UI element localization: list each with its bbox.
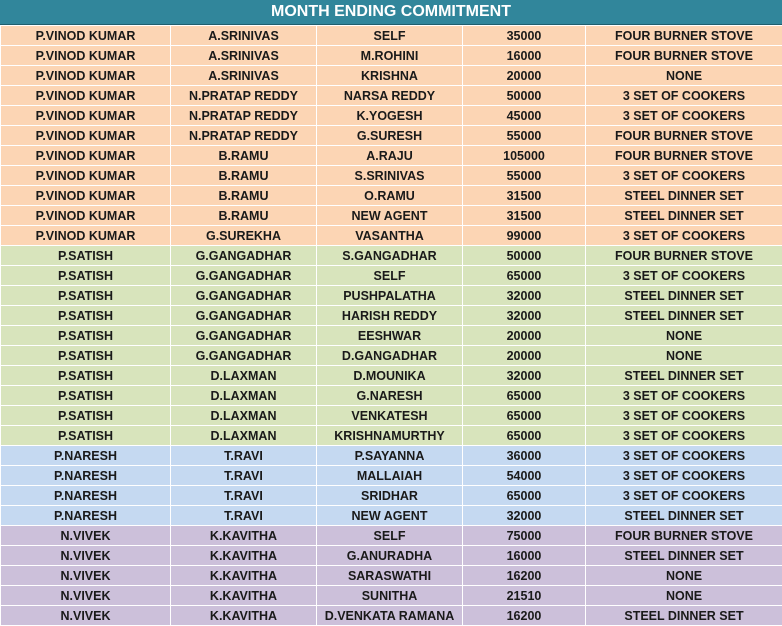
member-cell[interactable]: S.SRINIVAS (317, 166, 463, 186)
amount-cell[interactable]: 20000 (463, 346, 586, 366)
amount-cell[interactable]: 32000 (463, 366, 586, 386)
gift-cell[interactable]: STEEL DINNER SET (586, 186, 782, 206)
agent-cell[interactable]: N.PRATAP REDDY (171, 86, 317, 106)
gift-cell[interactable]: NONE (586, 586, 782, 606)
member-cell[interactable]: KRISHNAMURTHY (317, 426, 463, 446)
manager-cell[interactable]: P.VINOD KUMAR (1, 206, 171, 226)
gift-cell[interactable]: 3 SET OF COOKERS (586, 386, 782, 406)
amount-cell[interactable]: 35000 (463, 26, 586, 46)
manager-cell[interactable]: P.NARESH (1, 486, 171, 506)
member-cell[interactable]: SELF (317, 526, 463, 546)
table-row[interactable] (1, 126, 782, 146)
agent-cell[interactable]: T.RAVI (171, 486, 317, 506)
table-row[interactable] (1, 526, 782, 546)
amount-cell[interactable]: 65000 (463, 266, 586, 286)
member-cell[interactable]: EESHWAR (317, 326, 463, 346)
amount-cell[interactable]: 31500 (463, 206, 586, 226)
agent-cell[interactable]: B.RAMU (171, 146, 317, 166)
agent-cell[interactable]: K.KAVITHA (171, 606, 317, 626)
agent-cell[interactable]: G.GANGADHAR (171, 286, 317, 306)
manager-cell[interactable]: P.SATISH (1, 286, 171, 306)
agent-cell[interactable]: D.LAXMAN (171, 406, 317, 426)
agent-cell[interactable]: T.RAVI (171, 466, 317, 486)
member-cell[interactable]: P.SAYANNA (317, 446, 463, 466)
gift-cell[interactable]: FOUR BURNER STOVE (586, 26, 782, 46)
manager-cell[interactable]: P.VINOD KUMAR (1, 86, 171, 106)
table-row[interactable] (1, 566, 782, 586)
amount-cell[interactable]: 36000 (463, 446, 586, 466)
amount-cell[interactable]: 16200 (463, 606, 586, 626)
member-cell[interactable]: G.SURESH (317, 126, 463, 146)
table-row[interactable] (1, 26, 782, 46)
table-row[interactable] (1, 106, 782, 126)
member-cell[interactable]: SARASWATHI (317, 566, 463, 586)
gift-cell[interactable]: STEEL DINNER SET (586, 506, 782, 526)
table-row[interactable] (1, 266, 782, 286)
manager-cell[interactable]: N.VIVEK (1, 586, 171, 606)
agent-cell[interactable]: K.KAVITHA (171, 586, 317, 606)
agent-cell[interactable]: A.SRINIVAS (171, 26, 317, 46)
amount-cell[interactable]: 16200 (463, 566, 586, 586)
table-row[interactable] (1, 246, 782, 266)
gift-cell[interactable]: STEEL DINNER SET (586, 206, 782, 226)
member-cell[interactable]: SELF (317, 266, 463, 286)
amount-cell[interactable]: 50000 (463, 246, 586, 266)
manager-cell[interactable]: P.SATISH (1, 406, 171, 426)
amount-cell[interactable]: 65000 (463, 406, 586, 426)
manager-cell[interactable]: P.SATISH (1, 246, 171, 266)
agent-cell[interactable]: G.SUREKHA (171, 226, 317, 246)
amount-cell[interactable]: 16000 (463, 546, 586, 566)
agent-cell[interactable]: T.RAVI (171, 506, 317, 526)
agent-cell[interactable]: G.GANGADHAR (171, 346, 317, 366)
agent-cell[interactable]: D.LAXMAN (171, 366, 317, 386)
agent-cell[interactable]: G.GANGADHAR (171, 246, 317, 266)
manager-cell[interactable]: P.VINOD KUMAR (1, 146, 171, 166)
agent-cell[interactable]: G.GANGADHAR (171, 266, 317, 286)
member-cell[interactable]: G.ANURADHA (317, 546, 463, 566)
agent-cell[interactable]: N.PRATAP REDDY (171, 126, 317, 146)
manager-cell[interactable]: N.VIVEK (1, 526, 171, 546)
manager-cell[interactable]: P.NARESH (1, 506, 171, 526)
table-row[interactable] (1, 386, 782, 406)
gift-cell[interactable]: 3 SET OF COOKERS (586, 466, 782, 486)
member-cell[interactable]: O.RAMU (317, 186, 463, 206)
amount-cell[interactable]: 54000 (463, 466, 586, 486)
amount-cell[interactable]: 32000 (463, 506, 586, 526)
gift-cell[interactable]: STEEL DINNER SET (586, 286, 782, 306)
agent-cell[interactable]: D.LAXMAN (171, 426, 317, 446)
gift-cell[interactable]: FOUR BURNER STOVE (586, 46, 782, 66)
gift-cell[interactable]: NONE (586, 566, 782, 586)
gift-cell[interactable]: STEEL DINNER SET (586, 366, 782, 386)
gift-cell[interactable]: NONE (586, 346, 782, 366)
gift-cell[interactable]: NONE (586, 326, 782, 346)
amount-cell[interactable]: 105000 (463, 146, 586, 166)
gift-cell[interactable]: FOUR BURNER STOVE (586, 146, 782, 166)
gift-cell[interactable]: FOUR BURNER STOVE (586, 246, 782, 266)
gift-cell[interactable]: 3 SET OF COOKERS (586, 406, 782, 426)
gift-cell[interactable]: 3 SET OF COOKERS (586, 86, 782, 106)
gift-cell[interactable]: FOUR BURNER STOVE (586, 526, 782, 546)
table-row[interactable] (1, 366, 782, 386)
manager-cell[interactable]: P.VINOD KUMAR (1, 166, 171, 186)
amount-cell[interactable]: 99000 (463, 226, 586, 246)
table-row[interactable] (1, 86, 782, 106)
member-cell[interactable]: K.YOGESH (317, 106, 463, 126)
amount-cell[interactable]: 31500 (463, 186, 586, 206)
table-row[interactable] (1, 406, 782, 426)
agent-cell[interactable]: G.GANGADHAR (171, 306, 317, 326)
manager-cell[interactable]: P.VINOD KUMAR (1, 226, 171, 246)
agent-cell[interactable]: K.KAVITHA (171, 566, 317, 586)
table-row[interactable] (1, 606, 782, 626)
member-cell[interactable]: M.ROHINI (317, 46, 463, 66)
member-cell[interactable]: S.GANGADHAR (317, 246, 463, 266)
amount-cell[interactable]: 20000 (463, 66, 586, 86)
agent-cell[interactable]: B.RAMU (171, 166, 317, 186)
table-row[interactable] (1, 486, 782, 506)
table-row[interactable] (1, 446, 782, 466)
agent-cell[interactable]: B.RAMU (171, 206, 317, 226)
manager-cell[interactable]: P.VINOD KUMAR (1, 26, 171, 46)
manager-cell[interactable]: P.NARESH (1, 466, 171, 486)
member-cell[interactable]: D.VENKATA RAMANA (317, 606, 463, 626)
gift-cell[interactable]: STEEL DINNER SET (586, 306, 782, 326)
amount-cell[interactable]: 55000 (463, 166, 586, 186)
amount-cell[interactable]: 65000 (463, 426, 586, 446)
table-row[interactable] (1, 226, 782, 246)
amount-cell[interactable]: 16000 (463, 46, 586, 66)
gift-cell[interactable]: 3 SET OF COOKERS (586, 486, 782, 506)
agent-cell[interactable]: A.SRINIVAS (171, 66, 317, 86)
table-row[interactable] (1, 326, 782, 346)
amount-cell[interactable]: 21510 (463, 586, 586, 606)
manager-cell[interactable]: P.VINOD KUMAR (1, 126, 171, 146)
manager-cell[interactable]: P.SATISH (1, 266, 171, 286)
member-cell[interactable]: KRISHNA (317, 66, 463, 86)
member-cell[interactable]: SUNITHA (317, 586, 463, 606)
agent-cell[interactable]: A.SRINIVAS (171, 46, 317, 66)
table-row[interactable] (1, 546, 782, 566)
amount-cell[interactable]: 32000 (463, 286, 586, 306)
amount-cell[interactable]: 45000 (463, 106, 586, 126)
agent-cell[interactable]: T.RAVI (171, 446, 317, 466)
table-row[interactable] (1, 506, 782, 526)
table-body (1, 26, 782, 626)
table-row[interactable] (1, 66, 782, 86)
manager-cell[interactable]: P.SATISH (1, 386, 171, 406)
member-cell[interactable]: D.GANGADHAR (317, 346, 463, 366)
member-cell[interactable]: PUSHPALATHA (317, 286, 463, 306)
member-cell[interactable]: MALLAIAH (317, 466, 463, 486)
sheet-title: MONTH ENDING COMMITMENT (0, 0, 782, 25)
amount-cell[interactable]: 65000 (463, 386, 586, 406)
amount-cell[interactable]: 32000 (463, 306, 586, 326)
member-cell[interactable]: NEW AGENT (317, 206, 463, 226)
gift-cell[interactable]: 3 SET OF COOKERS (586, 446, 782, 466)
table-row[interactable] (1, 206, 782, 226)
agent-cell[interactable]: K.KAVITHA (171, 526, 317, 546)
manager-cell[interactable]: P.SATISH (1, 306, 171, 326)
agent-cell[interactable]: G.GANGADHAR (171, 326, 317, 346)
table-row[interactable] (1, 466, 782, 486)
manager-cell[interactable]: N.VIVEK (1, 546, 171, 566)
manager-cell[interactable]: N.VIVEK (1, 566, 171, 586)
table-row[interactable] (1, 166, 782, 186)
agent-cell[interactable]: D.LAXMAN (171, 386, 317, 406)
agent-cell[interactable]: B.RAMU (171, 186, 317, 206)
amount-cell[interactable]: 50000 (463, 86, 586, 106)
agent-cell[interactable]: K.KAVITHA (171, 546, 317, 566)
member-cell[interactable]: G.NARESH (317, 386, 463, 406)
member-cell[interactable]: NARSA REDDY (317, 86, 463, 106)
amount-cell[interactable]: 55000 (463, 126, 586, 146)
agent-cell[interactable]: N.PRATAP REDDY (171, 106, 317, 126)
manager-cell[interactable]: P.VINOD KUMAR (1, 46, 171, 66)
gift-cell[interactable]: 3 SET OF COOKERS (586, 266, 782, 286)
manager-cell[interactable]: P.NARESH (1, 446, 171, 466)
manager-cell[interactable]: P.SATISH (1, 346, 171, 366)
gift-cell[interactable]: STEEL DINNER SET (586, 606, 782, 626)
gift-cell[interactable]: 3 SET OF COOKERS (586, 106, 782, 126)
member-cell[interactable]: NEW AGENT (317, 506, 463, 526)
member-cell[interactable]: SELF (317, 26, 463, 46)
table-row[interactable] (1, 306, 782, 326)
manager-cell[interactable]: P.SATISH (1, 366, 171, 386)
gift-cell[interactable]: NONE (586, 66, 782, 86)
member-cell[interactable]: SRIDHAR (317, 486, 463, 506)
gift-cell[interactable]: 3 SET OF COOKERS (586, 166, 782, 186)
member-cell[interactable]: VASANTHA (317, 226, 463, 246)
table-row[interactable] (1, 346, 782, 366)
table-row[interactable] (1, 586, 782, 606)
amount-cell[interactable]: 65000 (463, 486, 586, 506)
table-row[interactable] (1, 46, 782, 66)
member-cell[interactable]: HARISH REDDY (317, 306, 463, 326)
gift-cell[interactable]: 3 SET OF COOKERS (586, 426, 782, 446)
amount-cell[interactable]: 75000 (463, 526, 586, 546)
manager-cell[interactable]: P.SATISH (1, 326, 171, 346)
table-row[interactable] (1, 286, 782, 306)
member-cell[interactable]: VENKATESH (317, 406, 463, 426)
amount-cell[interactable]: 20000 (463, 326, 586, 346)
manager-cell[interactable]: P.SATISH (1, 426, 171, 446)
gift-cell[interactable]: FOUR BURNER STOVE (586, 126, 782, 146)
commitment-table (0, 25, 782, 626)
manager-cell[interactable]: P.VINOD KUMAR (1, 186, 171, 206)
table-row[interactable] (1, 186, 782, 206)
gift-cell[interactable]: 3 SET OF COOKERS (586, 226, 782, 246)
manager-cell[interactable]: N.VIVEK (1, 606, 171, 626)
manager-cell[interactable]: P.VINOD KUMAR (1, 66, 171, 86)
member-cell[interactable]: A.RAJU (317, 146, 463, 166)
member-cell[interactable]: D.MOUNIKA (317, 366, 463, 386)
table-row[interactable] (1, 146, 782, 166)
gift-cell[interactable]: STEEL DINNER SET (586, 546, 782, 566)
manager-cell[interactable]: P.VINOD KUMAR (1, 106, 171, 126)
table-row[interactable] (1, 426, 782, 446)
